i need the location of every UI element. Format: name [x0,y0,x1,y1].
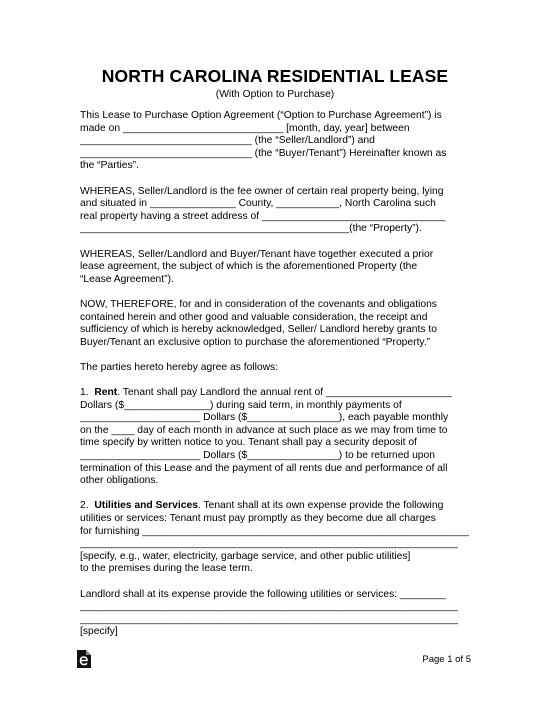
whereas-line: and situated in _______________ County, ___________, North Carolina such [80,198,436,210]
eforms-logo-icon [77,650,91,668]
parties-agree-paragraph [80,362,480,375]
utilities-line [80,500,480,513]
intro-line: ______________________________ (the “Buyer/Tenant”) Hereinafter known as [80,147,447,159]
now-line: Buyer/Tenant an exclusive option to purchase the aforementioned “Property.” [80,336,431,348]
rent-line: other obligations. [80,475,159,487]
now-line: NOW, THEREFORE, for and in consideration of the covenants and obligations [80,298,437,310]
whereas-line: _______________________________________________(the “Property”). [80,223,422,235]
utilities-line: to the premises during the lease term. [80,563,253,575]
rent-section [80,387,480,488]
intro-line: This Lease to Purchase Option Agreement (“Option to Purchase Agreement”) is [80,110,442,121]
landlord-utilities-line: __________________________________________________________________ [80,601,458,613]
rent-line: on the ____ day of each month in advance at such place as we may from time to [80,424,448,436]
whereas-line: WHEREAS, Seller/Landlord is the fee owner of certain real property being, lying [80,185,444,197]
utilities-line-rest: . Tenant shall at its own expense provide the following [197,500,444,512]
page-number: Page 1 of 5 [422,654,471,665]
rent-line: _____________________ Dollars ($________________), each payable monthly [80,412,449,424]
rent-line [80,387,480,400]
intro-paragraph [80,110,480,173]
rent-line: termination of this Lease and the payment of all rents due and performance of all [80,462,448,474]
parties-agree-line: The parties hereto hereby agree as follows: [80,361,279,373]
utilities-line: for furnishing _________________________________________________________ [80,525,469,537]
document-subtitle: (With Option to Purchase) [215,89,335,100]
rent-number: 1. [80,387,89,399]
document-body [80,110,480,652]
rent-line: Dollars ($_______________) during said term, in monthly payments of [80,399,402,411]
landlord-utilities-line: Landlord shall at its expense provide the following utilities or services: ________ [80,588,446,600]
intro-line: the “Parties”. [80,160,139,172]
utilities-section [80,500,480,576]
rent-line: time specify by written notice to you. Tenant shall pay a security deposit of [80,437,417,449]
whereas-property-paragraph [80,186,480,236]
rent-line-rest: . Tenant shall pay Landlord the annual rent of ______________________ [117,387,452,399]
whereas-line: “Lease Agreement”). [80,273,174,285]
document-title: NORTH CAROLINA RESIDENTIAL LEASE [101,66,449,86]
whereas-line: real property having a street address of ________________________________ [80,210,446,222]
utilities-line: __________________________________________________________________ [80,538,458,550]
landlord-utilities-line: __________________________________________________________________ [80,613,458,625]
landlord-utilities-line: [specify] [80,626,118,638]
intro-line: made on ____________________________ [month, day, year] between [80,122,410,134]
now-therefore-paragraph [80,299,480,349]
rent-line: _____________________ Dollars ($________________) to be returned upon [80,450,435,462]
utilities-number: 2. [80,500,89,512]
whereas-line: lease agreement, the subject of which is the aforementioned Property (the [80,261,418,273]
intro-line: ______________________________ (the “Seller/Landlord”) and [80,135,375,147]
landlord-utilities-paragraph [80,589,480,639]
utilities-line: [specify, e.g., water, electricity, garbage service, and other public utilities] [80,550,411,562]
whereas-lease-paragraph [80,249,480,287]
now-line: sufficiency of which is hereby acknowledged, Seller/ Landlord hereby grants to [80,324,437,336]
rent-heading: Rent [94,387,118,399]
utilities-line: utilities or services: Tenant must pay promptly as they become due all charges [80,513,436,524]
now-line: contained herein and other good and valuable consideration, the receipt and [80,311,428,323]
whereas-line: WHEREAS, Seller/Landlord and Buyer/Tenant have together executed a prior [80,248,434,260]
utilities-heading: Utilities and Services [94,500,198,512]
